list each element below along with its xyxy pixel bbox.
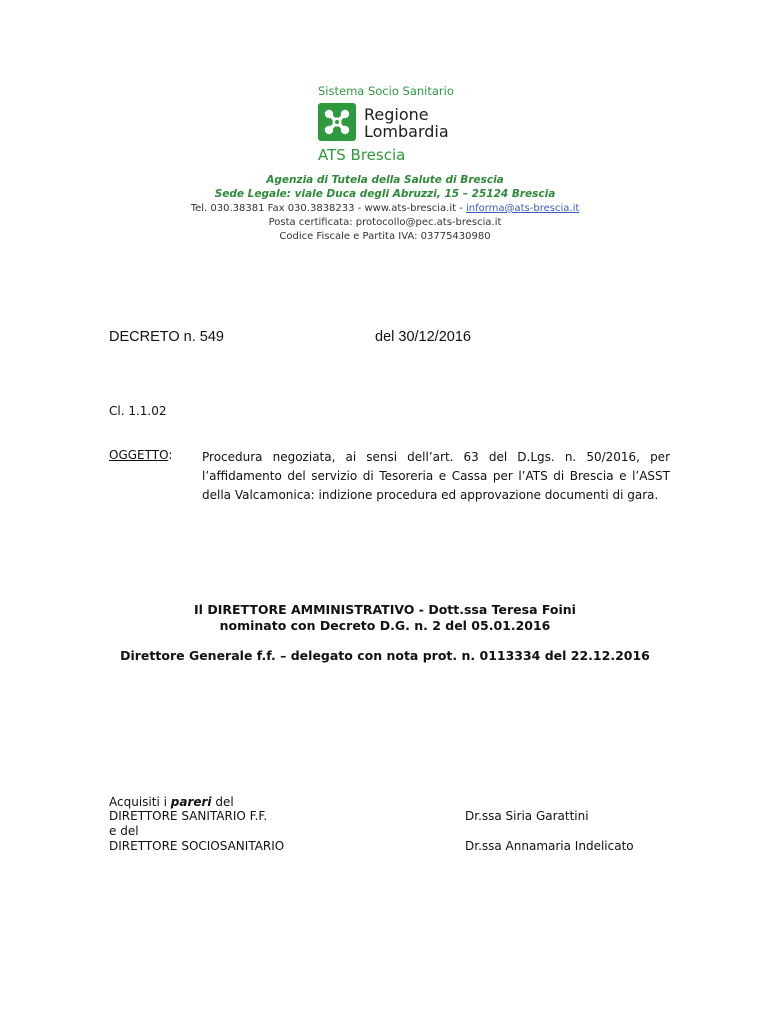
opinions-intro-suffix: del: [211, 795, 234, 809]
fiscal-line: Codice Fiscale e Partita IVA: 03775430980: [279, 231, 491, 242]
director-title: Il DIRETTORE AMMINISTRATIVO - Dott.ssa Teresa Foini: [194, 602, 576, 617]
role-health-director: DIRETTORE SANITARIO F.F.: [109, 809, 268, 823]
opinions-intro: [109, 795, 234, 809]
opinions-intro-bold: pareri: [170, 795, 212, 809]
logo-tagline: Sistema Socio Sanitario: [318, 84, 454, 98]
contact-email-link[interactable]: informa@ats-brescia.it: [465, 203, 580, 214]
contact-phone: Tel. 030.38381 Fax 030.3838233 - www.ats-brescia.it -: [190, 203, 466, 214]
role-social-health-director: DIRETTORE SOCIOSANITARIO: [109, 839, 285, 853]
subject-label: [109, 448, 172, 462]
name-social-health-director: Dr.ssa Annamaria Indelicato: [465, 839, 634, 853]
classification: Cl. 1.1.02: [109, 404, 167, 418]
logo-name-line1: Regione: [364, 105, 429, 124]
opinions-intro-prefix: Acquisiti i: [109, 795, 171, 809]
agency-name: Agenzia di Tutela della Salute di Brescia: [266, 174, 504, 186]
regione-lombardia-logo-icon: [318, 103, 356, 141]
director-delegation: Direttore Generale f.f. – delegato con nota prot. n. 0113334 del 22.12.2016: [120, 648, 650, 663]
agency-address: Sede Legale: viale Duca degli Abruzzi, 15 – 25124 Brescia: [214, 188, 556, 200]
contact-line: [0, 203, 770, 214]
logo-ats: ATS Brescia: [318, 146, 406, 164]
opinions-conjunction: e del: [109, 824, 139, 838]
logo-name-line2: Lombardia: [364, 122, 449, 141]
subject-text: Procedura negoziata, ai sensi dell’art. 63 del D.Lgs. n. 50/2016, per l’affidamento del servizio di Tesoreria e Cassa per l’ATS di Brescia e l’ASST della Valcamonica: indizione procedura ed approvazione documenti di gara.: [202, 450, 670, 502]
director-appointment: nominato con Decreto D.G. n. 2 del 05.01.2016: [219, 618, 551, 633]
subject-label-colon: :: [168, 448, 173, 462]
subject-label-text: OGGETTO: [109, 448, 169, 462]
decree-date: del 30/12/2016: [375, 329, 471, 345]
pec-line: Posta certificata: protocollo@pec.ats-brescia.it: [268, 217, 502, 228]
decree-number: DECRETO n. 549: [109, 329, 224, 345]
logo-name: [364, 106, 449, 140]
name-health-director: Dr.ssa Siria Garattini: [465, 809, 589, 823]
